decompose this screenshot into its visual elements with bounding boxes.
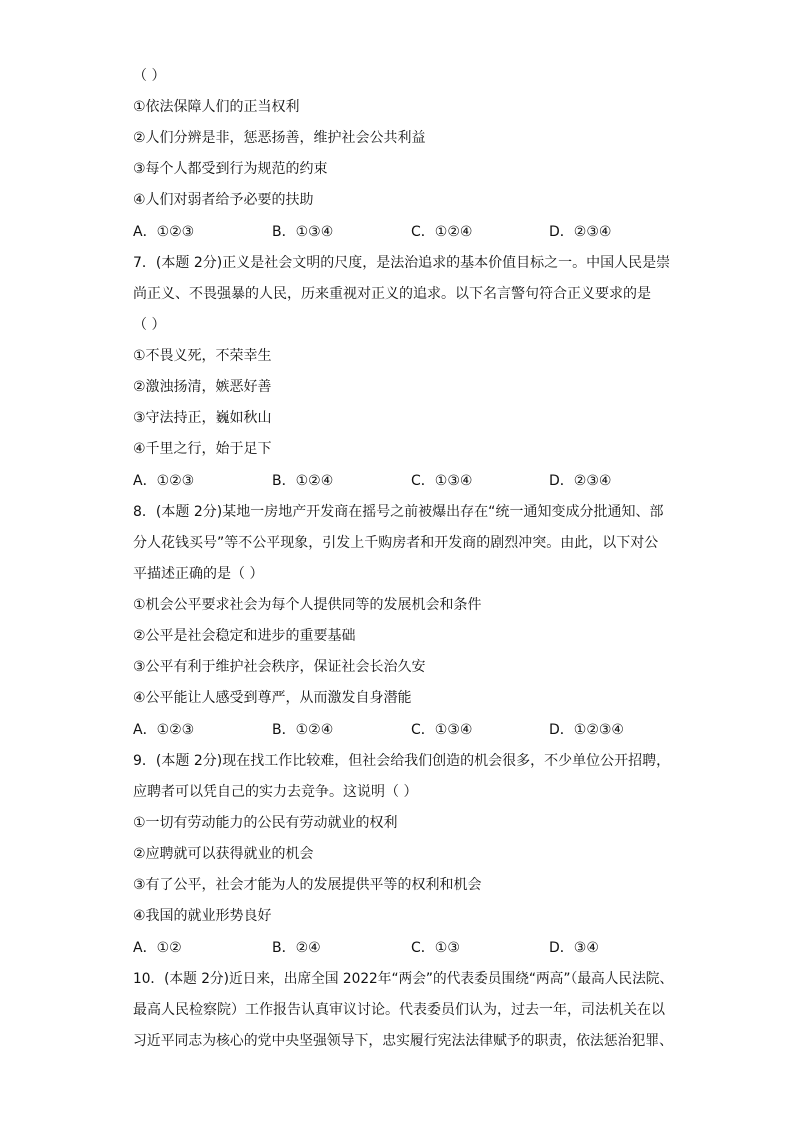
q6-item-2: ②人们分辨是非，惩恶扬善，维护社会公共利益: [133, 130, 426, 146]
q8-stem-line-3: 平描述正确的是（ ）: [133, 566, 264, 582]
q7-stem-line-2: 尚正义、不畏强暴的人民，历来重视对正义的追求。以下名言警句符合正义要求的是: [133, 286, 651, 302]
q7-stem-line-1: 7．(本题 2分)正义是社会文明的尺度，是法治追求的基本价值目标之一。中国人民是崇: [133, 255, 671, 271]
q6-option-d: D．②③④: [549, 224, 612, 240]
q7-item-4: ④千里之行，始于足下: [133, 441, 272, 457]
q6-item-4: ④人们对弱者给予必要的扶助: [133, 192, 314, 208]
q7-item-1: ①不畏义死，不荣幸生: [133, 348, 272, 364]
q8-item-4: ④公平能让人感受到尊严，从而激发自身潜能: [133, 690, 412, 706]
q9-option-c: C．①③: [411, 940, 460, 956]
q8-stem-line-1: 8．(本题 2分)某地一房地产开发商在摇号之前被爆出存在“统一通知变成分批通知、部: [133, 504, 664, 520]
q6-item-1: ①依法保障人们的正当权利: [133, 99, 300, 115]
q9-option-d: D．③④: [549, 940, 599, 956]
q9-option-b: B．②④: [272, 940, 321, 956]
q7-item-3: ③守法持正，巍如秋山: [133, 410, 272, 426]
q6-item-3: ③每个人都受到行为规范的约束: [133, 161, 328, 177]
q7-option-a: A．①②③: [133, 473, 195, 489]
q6-option-b: B．①③④: [272, 224, 334, 240]
q8-option-a: A．①②③: [133, 722, 195, 738]
q6-bracket: （ ）: [133, 68, 166, 84]
q8-stem-line-2: 分人花钱买号”等不公平现象，引发上千购房者和开发商的剧烈冲突。由此，以下对公: [133, 535, 659, 551]
q9-item-3: ③有了公平，社会才能为人的发展提供平等的权利和机会: [133, 877, 482, 893]
q9-option-a: A．①②: [133, 940, 182, 956]
q9-stem-line-1: 9．(本题 2分)现在找工作比较难，但社会给我们创造的机会很多，不少单位公开招聘，: [133, 753, 671, 769]
q8-item-3: ③公平有利于维护社会秩序，保证社会长治久安: [133, 659, 426, 675]
q8-option-d: D．①②③④: [549, 722, 624, 738]
q10-stem-line-1: 10．(本题 2分)近日来，出席全国 2022年“两会”的代表委员围绕“两高”（最高人民法院、: [133, 971, 674, 987]
q9-item-2: ②应聘就可以获得就业的机会: [133, 846, 314, 862]
q9-item-1: ①一切有劳动能力的公民有劳动就业的权利: [133, 815, 398, 831]
q8-option-b: B．①②④: [272, 722, 334, 738]
q10-stem-line-3: 习近平同志为核心的党中央坚强领导下，忠实履行宪法法律赋予的职责，依法惩治犯罪、: [133, 1033, 673, 1049]
q9-item-4: ④我国的就业形势良好: [133, 908, 272, 924]
q8-item-1: ①机会公平要求社会为每个人提供同等的发展机会和条件: [133, 597, 482, 613]
q6-option-a: A．①②③: [133, 224, 195, 240]
q10-stem-line-2: 最高人民检察院）工作报告认真审议讨论。代表委员们认为，过去一年，司法机关在以: [133, 1002, 665, 1018]
q7-option-b: B．①②④: [272, 473, 334, 489]
q9-stem-line-2: 应聘者可以凭自己的实力去竞争。这说明（ ）: [133, 784, 418, 800]
q8-option-c: C．①③④: [411, 722, 473, 738]
q7-option-c: C．①③④: [411, 473, 473, 489]
q8-item-2: ②公平是社会稳定和进步的重要基础: [133, 628, 356, 644]
q7-item-2: ②激浊扬清，嫉恶好善: [133, 379, 272, 395]
q6-option-c: C．①②④: [411, 224, 473, 240]
q7-option-d: D．②③④: [549, 473, 612, 489]
q7-bracket: （ ）: [133, 317, 166, 333]
